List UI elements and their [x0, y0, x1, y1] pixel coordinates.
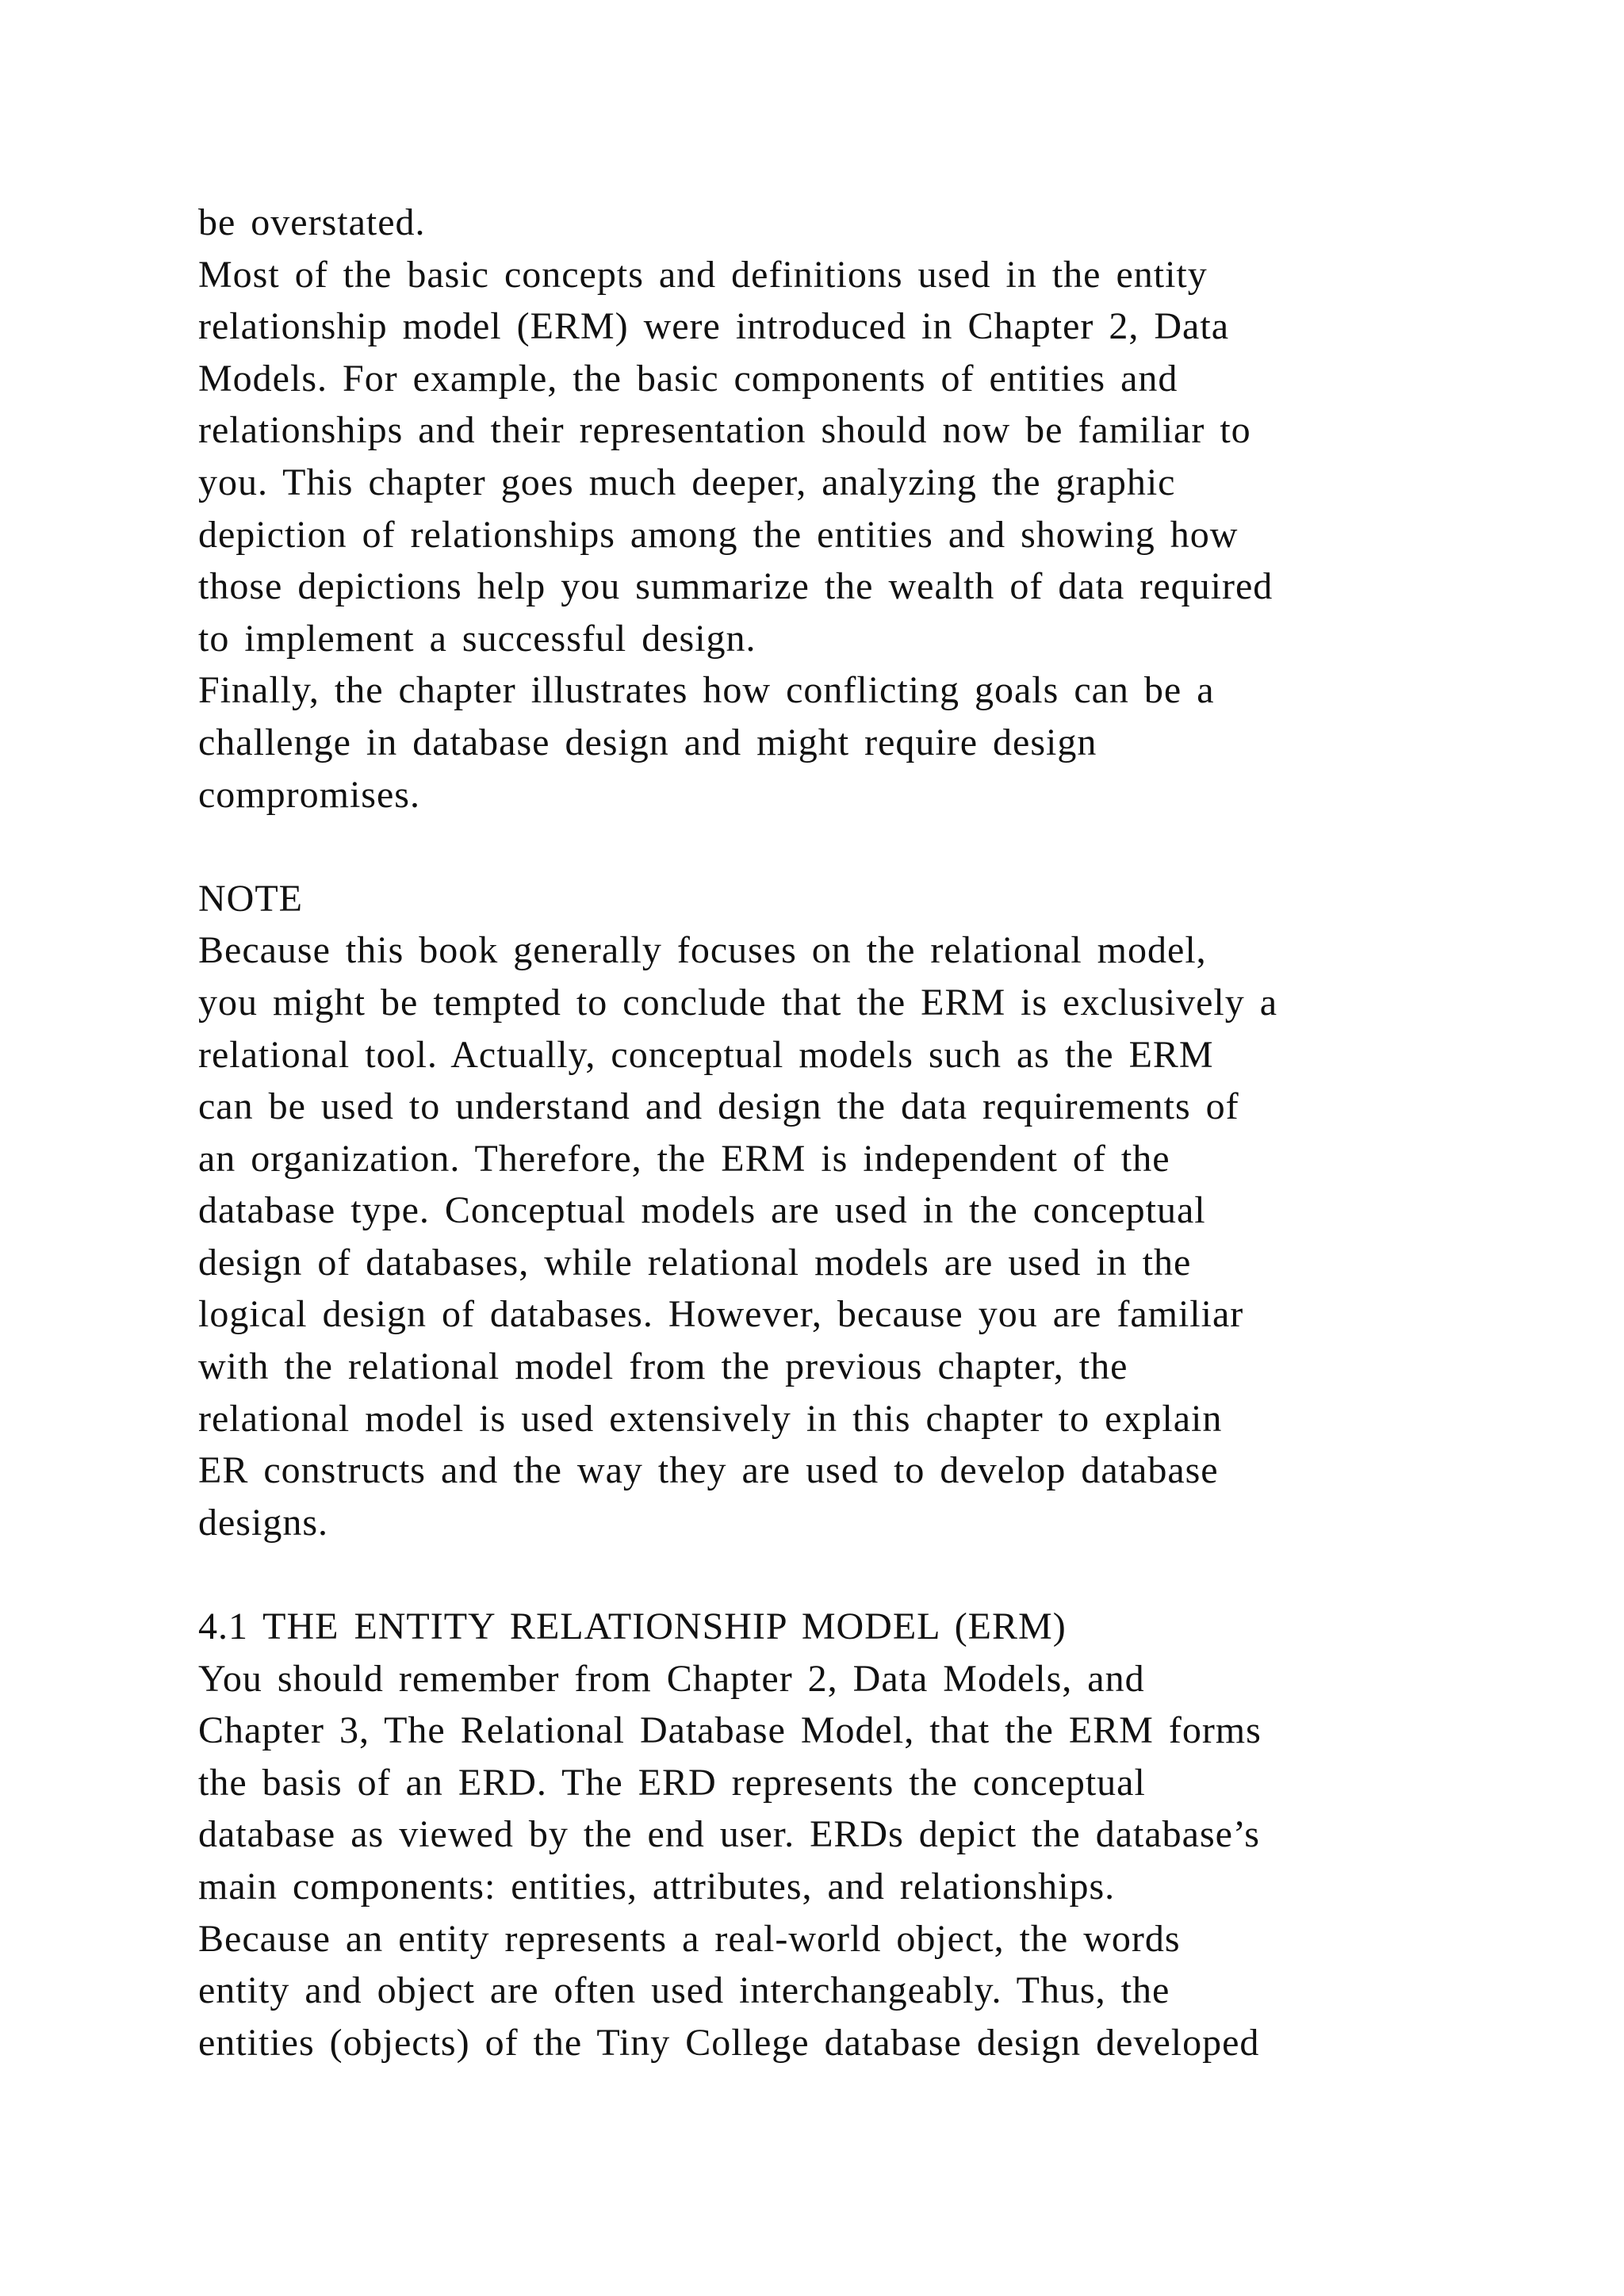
text-line: You should remember from Chapter 2, Data Models, and — [198, 1657, 1145, 1700]
text-line: can be used to understand and design the data requirements of — [198, 1085, 1239, 1128]
text-line: be overstated. — [198, 201, 426, 243]
text-line: Because this book generally focuses on the relational model, — [198, 929, 1207, 972]
text-line: main components: entities, attributes, and relationships. — [198, 1866, 1116, 1908]
text-line: relationships and their representation should now be familiar to — [198, 409, 1251, 452]
text-line: Models. For example, the basic components of entities and — [198, 357, 1178, 400]
text-line: compromises. — [198, 773, 420, 816]
text-line: Finally, the chapter illustrates how conflicting goals can be a — [198, 669, 1215, 712]
text-line: with the relational model from the previous chapter, the — [198, 1345, 1128, 1388]
text-line: Because an entity represents a real-world object, the words — [198, 1917, 1181, 1960]
text-line: entity and object are often used interchangeably. Thus, the — [198, 1969, 1170, 2012]
text-line: depiction of relationships among the entities and showing how — [198, 513, 1239, 556]
text-line: challenge in database design and might require design — [198, 721, 1097, 763]
text-line: you might be tempted to conclude that the ERM is exclusively a — [198, 981, 1278, 1024]
text-line: to implement a successful design. — [198, 617, 756, 660]
text-line: entities (objects) of the Tiny College database design developed — [198, 2021, 1260, 2064]
blank-line — [198, 821, 1435, 873]
body-text — [198, 197, 1435, 2068]
text-line: the basis of an ERD. The ERD represents the conceptual — [198, 1761, 1146, 1804]
text-line: an organization. Therefore, the ERM is independent of the — [198, 1137, 1170, 1180]
text-line: relationship model (ERM) were introduced in Chapter 2, Data — [198, 305, 1229, 348]
note-heading: NOTE — [198, 877, 303, 920]
text-line: those depictions help you summarize the wealth of data required — [198, 565, 1274, 608]
text-line: logical design of databases. However, because you are familiar — [198, 1293, 1244, 1336]
text-line: database as viewed by the end user. ERDs depict the database’s — [198, 1813, 1260, 1856]
text-line: ER constructs and the way they are used to develop database — [198, 1449, 1219, 1492]
text-line: designs. — [198, 1501, 328, 1544]
text-line: relational tool. Actually, conceptual models such as the ERM — [198, 1033, 1214, 1076]
text-line: design of databases, while relational models are used in the — [198, 1241, 1192, 1284]
text-line: Chapter 3, The Relational Database Model, that the ERM forms — [198, 1709, 1262, 1752]
text-line: relational model is used extensively in this chapter to explain — [198, 1397, 1223, 1440]
text-line: database type. Conceptual models are used in the conceptual — [198, 1189, 1206, 1232]
blank-line — [198, 1548, 1435, 1601]
section-heading: 4.1 THE ENTITY RELATIONSHIP MODEL (ERM) — [198, 1605, 1067, 1648]
text-line: Most of the basic concepts and definitions used in the entity — [198, 253, 1208, 296]
text-line: you. This chapter goes much deeper, analyzing the graphic — [198, 461, 1176, 503]
